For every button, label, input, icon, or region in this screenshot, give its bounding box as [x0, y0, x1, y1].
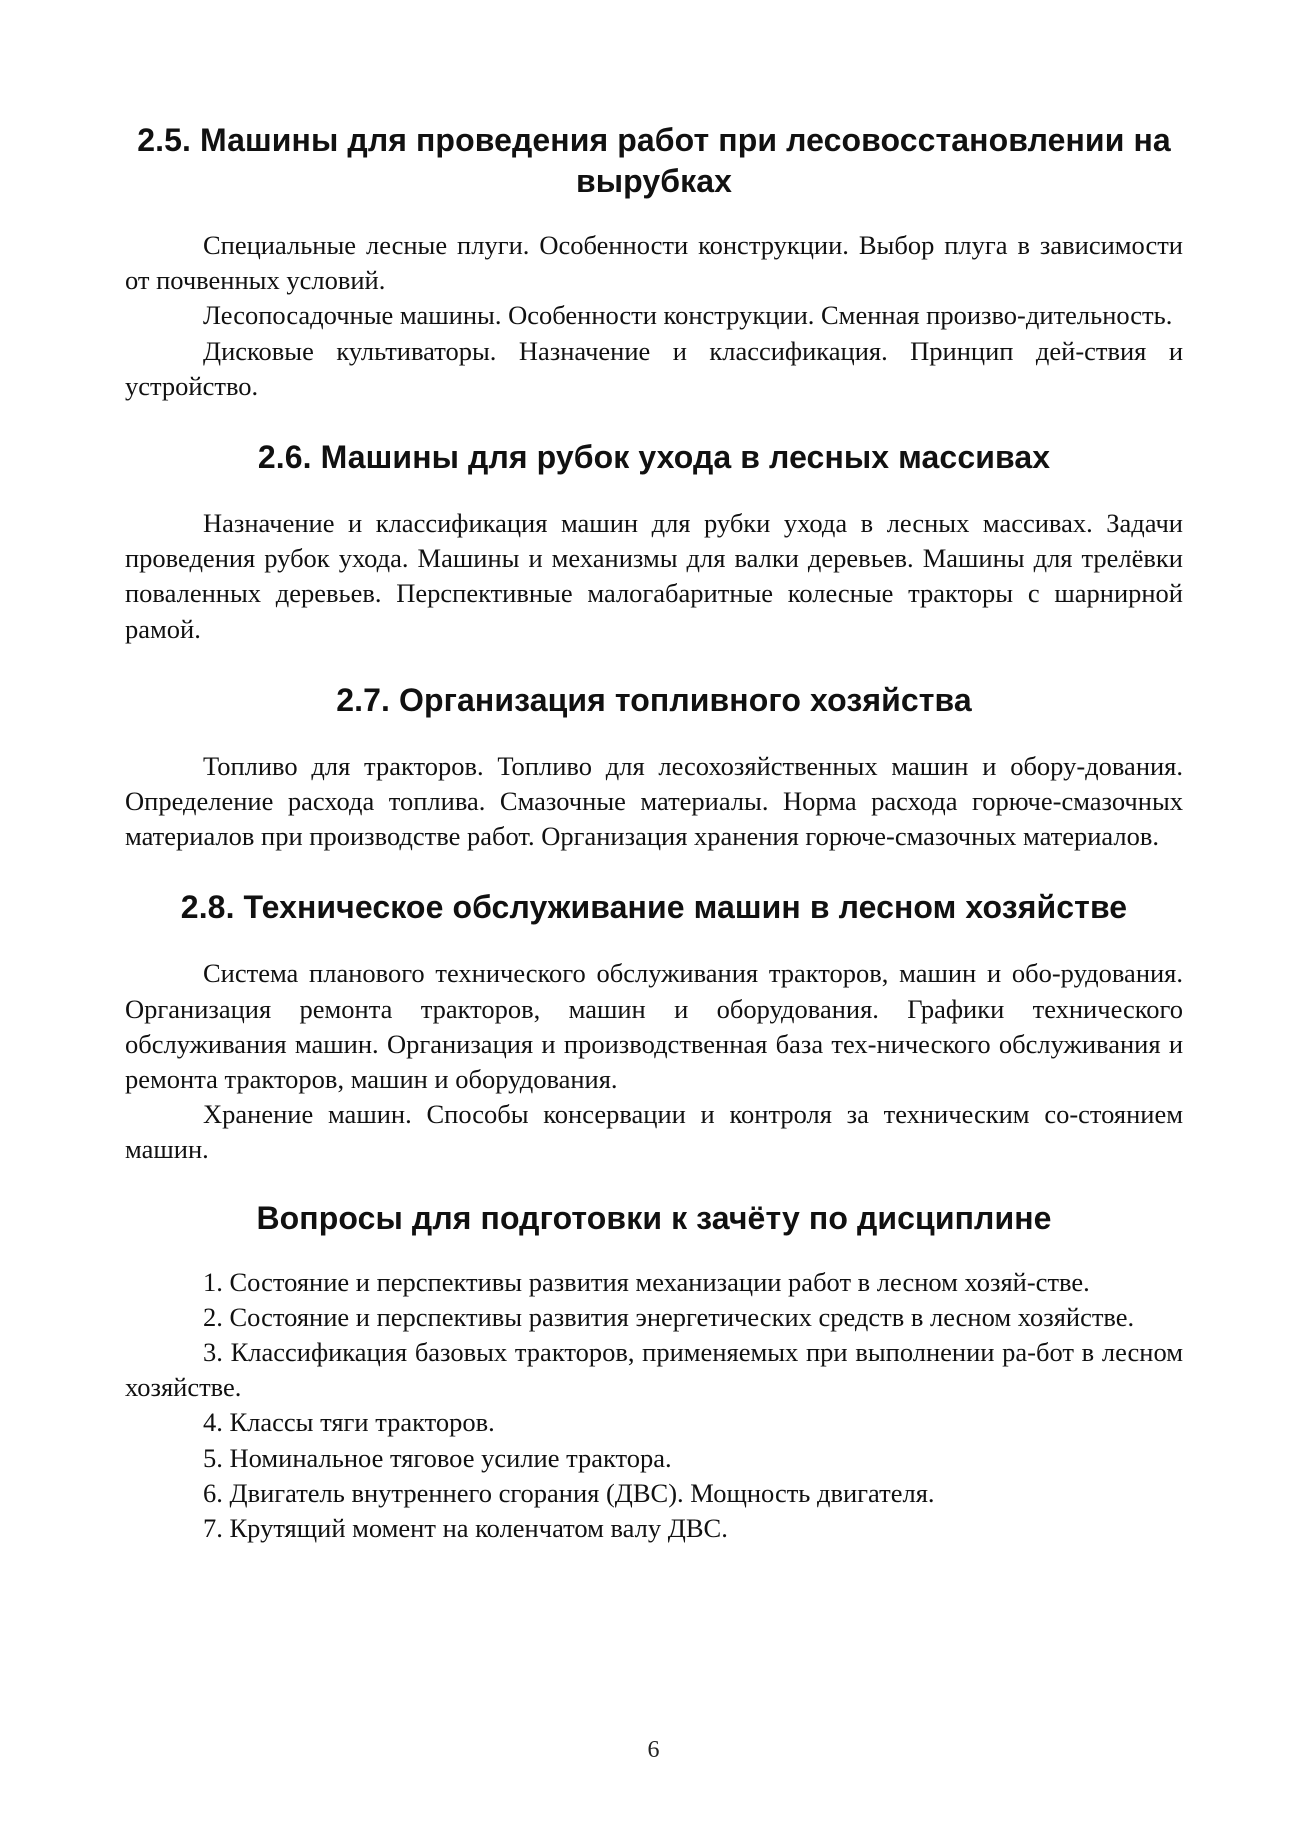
paragraph: Дисковые культиваторы. Назначение и классификация. Принцип дей-ствия и устройство.	[125, 335, 1183, 401]
question-item: 7. Крутящий момент на коленчатом валу ДВС.	[203, 1513, 728, 1544]
paragraph: Хранение машин. Способы консервации и контроля за техническим со-стоянием машин.	[125, 1099, 1183, 1165]
exam-questions	[125, 1198, 1183, 1547]
section-2-7	[125, 680, 1183, 855]
question-item: 2. Состояние и перспективы развития энергетических средств в лесном хозяйстве.	[203, 1301, 1135, 1332]
paragraph: Специальные лесные плуги. Особенности конструкции. Выбор плуга в зависимости от почвенных условий.	[125, 230, 1183, 296]
question-item: 6. Двигатель внутреннего сгорания (ДВС). Мощность двигателя.	[203, 1477, 935, 1508]
questions-title: Вопросы для подготовки к зачёту по дисциплине	[256, 1199, 1052, 1236]
question-item: 3. Классификация базовых тракторов, применяемых при выполнении ра-бот в лесном хозяйстве.	[125, 1337, 1183, 1403]
paragraph: Топливо для тракторов. Топливо для лесохозяйственных машин и обору-дования. Определение расхода топлива. Смазочные материалы. Норма расхода горюче-смазочных материалов при производстве работ. Организация хранения горюче-смазочных материалов.	[125, 750, 1183, 852]
document-page	[125, 120, 1183, 1546]
paragraph: Назначение и классификация машин для рубки ухода в лесных массивах. Задачи проведения рубок ухода. Машины и механизмы для валки деревьев. Машины для трелёвки поваленных деревьев. Перспективные малогабаритные колесные тракторы с шарнирной рамой.	[125, 508, 1183, 644]
section-2-8	[125, 887, 1183, 1167]
page-number: 6	[647, 1737, 660, 1763]
paragraph: Система планового технического обслуживания тракторов, машин и обо-рудования. Организация ремонта тракторов, машин и оборудования. Графики технического обслуживания машин. Организация и производственная база тех-нического обслуживания и ремонта тракторов, машин и оборудования.	[125, 958, 1183, 1095]
section-2-5	[125, 120, 1183, 404]
question-item: 5. Номинальное тяговое усилие трактора.	[203, 1442, 672, 1473]
question-item: 4. Классы тяги тракторов.	[203, 1407, 495, 1438]
section-2-6	[125, 437, 1183, 647]
section-title: 2.8. Техническое обслуживание машин в лесном хозяйстве	[180, 889, 1128, 926]
section-title: 2.6. Машины для рубок ухода в лесных массивах	[257, 439, 1051, 476]
paragraph: Лесопосадочные машины. Особенности конструкции. Сменная произво-дительность.	[203, 300, 1173, 331]
section-title: 2.5. Машины для проведения работ при лесовосстановлении на вырубках	[137, 122, 1171, 199]
section-title: 2.7. Организация топливного хозяйства	[336, 681, 972, 718]
question-item: 1. Состояние и перспективы развития механизации работ в лесном хозяй-стве.	[203, 1266, 1090, 1297]
